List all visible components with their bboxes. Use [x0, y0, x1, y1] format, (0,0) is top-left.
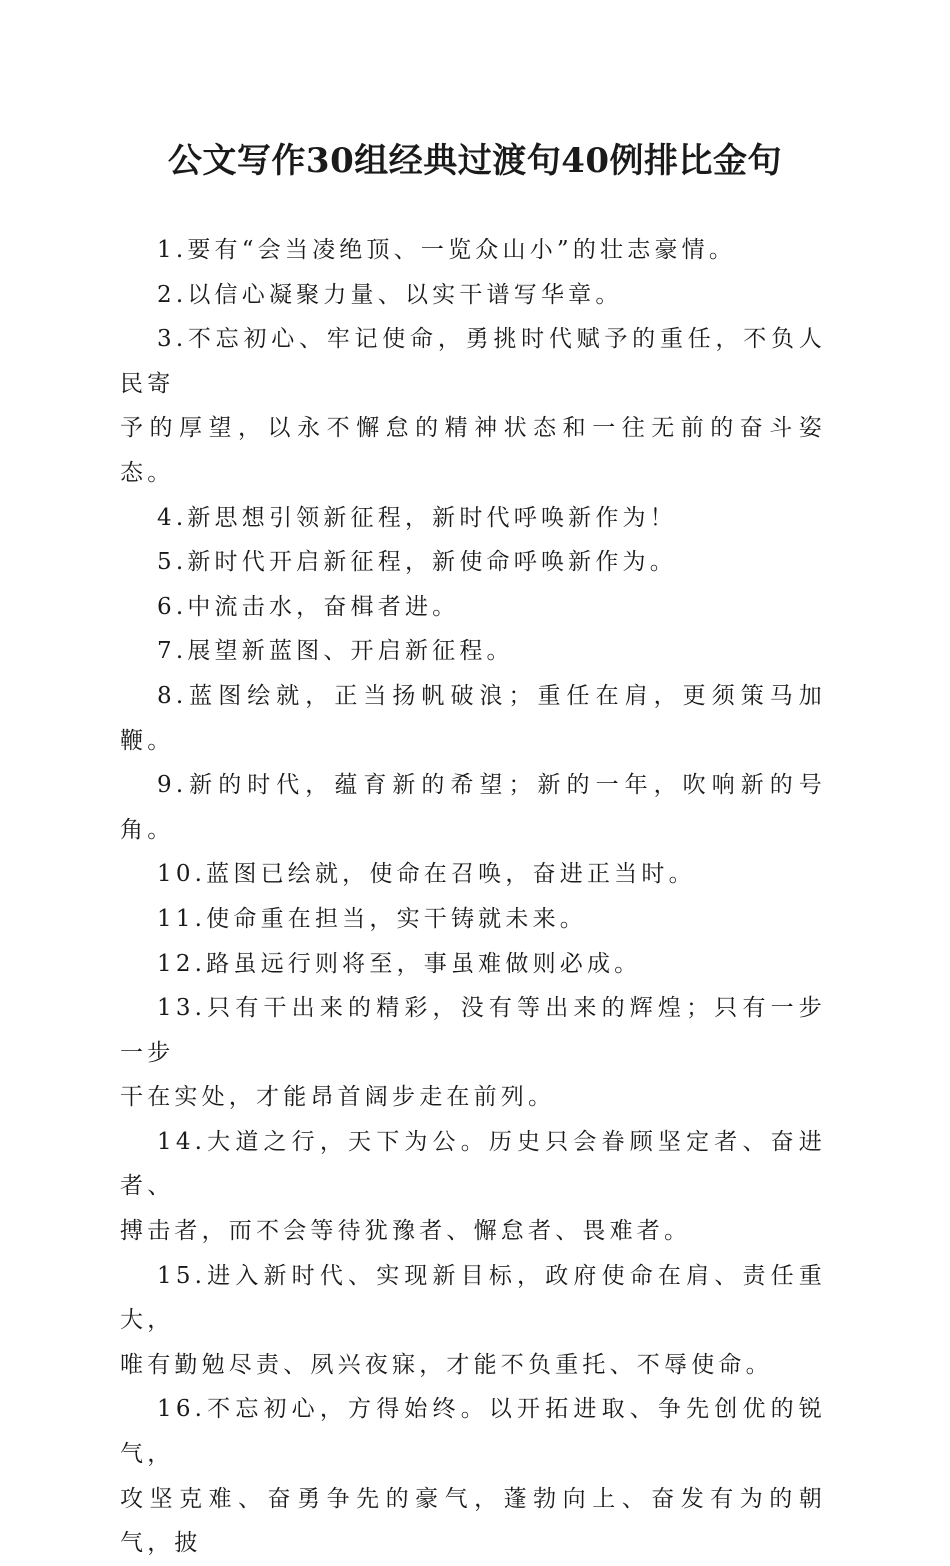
- paragraph-line: 7.展望新蓝图、开启新征程。: [157, 638, 514, 665]
- paragraph-line: 5.新时代开启新征程，新使命呼唤新作为。: [157, 549, 677, 576]
- document-body: [120, 228, 826, 1566]
- paragraph: [120, 1120, 826, 1254]
- paragraph: [120, 852, 826, 897]
- paragraph-line: 9.新的时代，蕴育新的希望；新的一年，吹响新的号角。: [120, 772, 826, 843]
- paragraph: [120, 674, 826, 763]
- paragraph-line: 予的厚望，以永不懈怠的精神状态和一往无前的奋斗姿态。: [120, 415, 826, 486]
- paragraph: [120, 585, 826, 630]
- paragraph-line: 10.蓝图已绘就，使命在召唤，奋进正当时。: [157, 861, 696, 888]
- paragraph-line: 13.只有干出来的精彩，没有等出来的辉煌；只有一步一步: [120, 995, 826, 1066]
- document-title: 公文写作30组经典过渡句40例排比金句: [167, 141, 783, 181]
- paragraph-line: 14.大道之行，天下为公。历史只会眷顾坚定者、奋进者、: [120, 1128, 826, 1200]
- paragraph: [120, 228, 826, 273]
- paragraph-line: 4.新思想引领新征程，新时代呼唤新作为！: [157, 504, 677, 531]
- paragraph: [120, 629, 826, 674]
- paragraph-line: 15.进入新时代、实现新目标，政府使命在肩、责任重大，: [120, 1262, 826, 1334]
- paragraph-line: 3.不忘初心、牢记使命，勇挑时代赋予的重任，不负人民寄: [120, 326, 826, 397]
- paragraph: [120, 1254, 826, 1388]
- paragraph-line: 16.不忘初心，方得始终。以开拓进取、争先创优的锐气，: [120, 1396, 826, 1468]
- paragraph-line: 唯有勤勉尽责、夙兴夜寐，才能不负重托、不辱使命。: [120, 1351, 773, 1378]
- paragraph-line: 11.使命重在担当，实干铸就未来。: [157, 905, 587, 932]
- paragraph-line: 干在实处，才能昂首阔步走在前列。: [120, 1084, 556, 1111]
- paragraph-line: 6.中流击水，奋楫者进。: [157, 593, 460, 620]
- paragraph-line: 搏击者，而不会等待犹豫者、懈怠者、畏难者。: [120, 1218, 692, 1245]
- paragraph: [120, 986, 826, 1120]
- paragraph: [120, 763, 826, 852]
- paragraph: [120, 273, 826, 318]
- paragraph: [120, 897, 826, 942]
- paragraph-line: 2.以信心凝聚力量、以实干谱写华章。: [157, 281, 623, 308]
- paragraph: [120, 942, 826, 987]
- paragraph: [120, 1387, 826, 1565]
- paragraph-line: 8.蓝图绘就，正当扬帆破浪；重任在肩，更须策马加鞭。: [120, 682, 826, 754]
- paragraph: [120, 540, 826, 585]
- paragraph: [120, 317, 826, 495]
- paragraph-line: 攻坚克难、奋勇争先的豪气，蓬勃向上、奋发有为的朝气，披: [120, 1485, 826, 1557]
- paragraph-line: 12.路虽远行则将至，事虽难做则必成。: [157, 950, 642, 977]
- paragraph: [120, 496, 826, 541]
- paragraph-line: 1.要有“会当凌绝顶、一览众山小”的壮志豪情。: [157, 237, 737, 263]
